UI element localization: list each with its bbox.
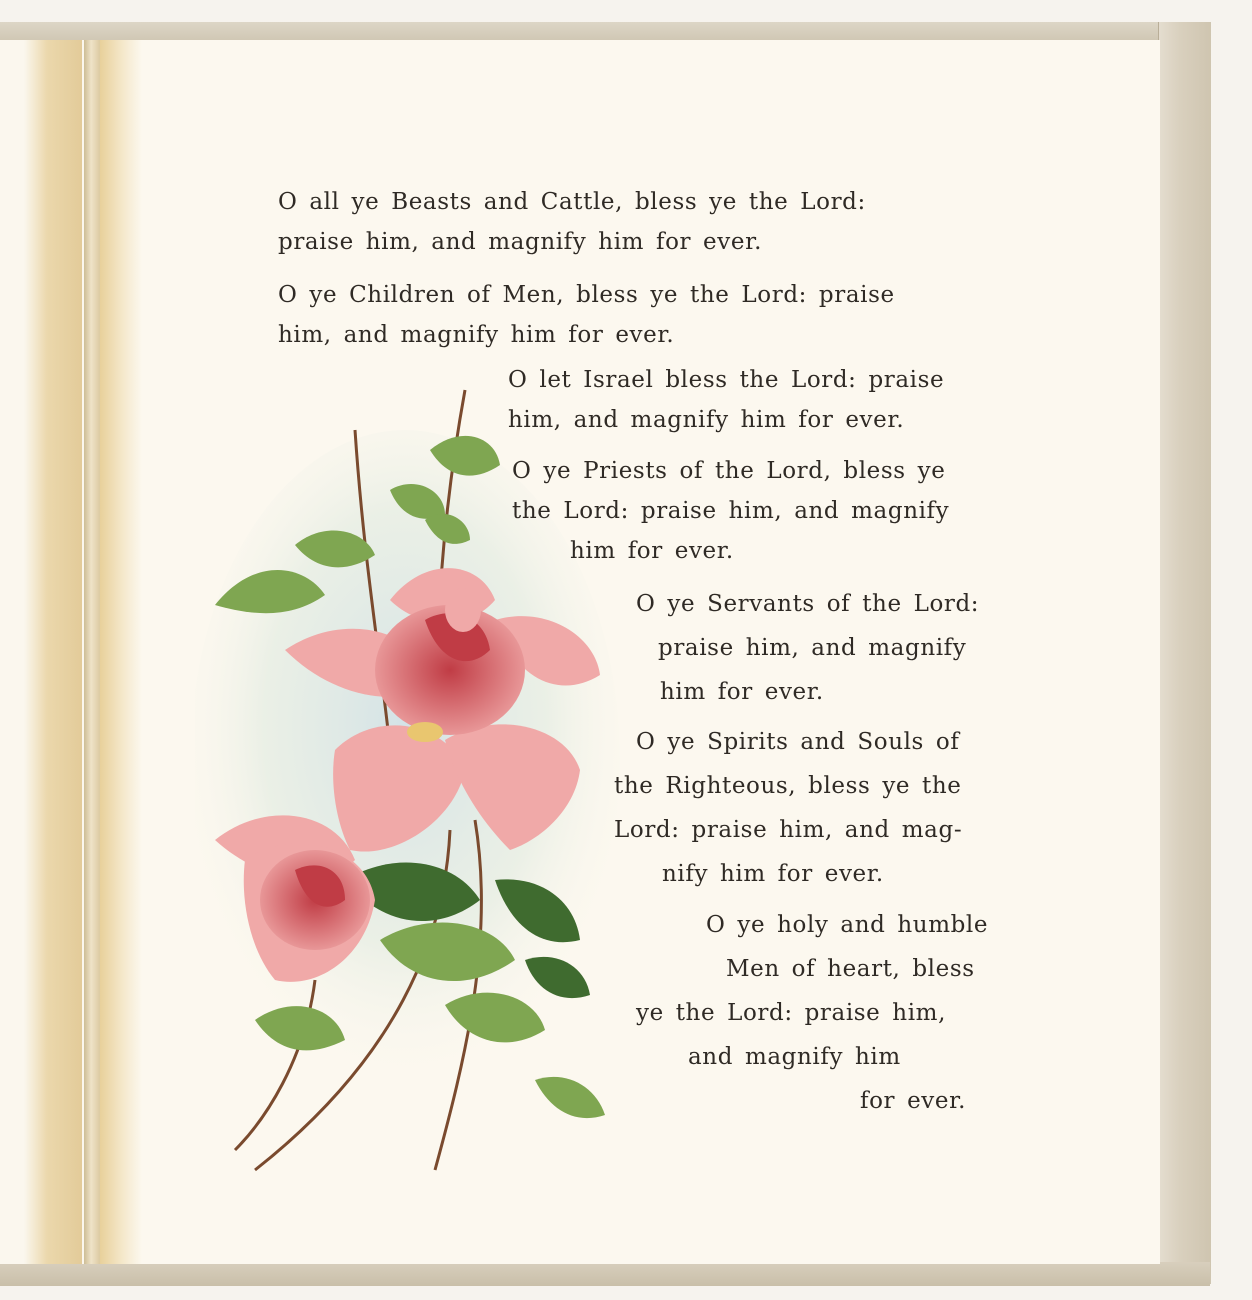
verse-line: O ye Servants of the Lord: (636, 591, 980, 617)
verse-line: Men of heart, bless (726, 956, 975, 982)
verse-line: nify him for ever. (662, 861, 884, 887)
verse-beasts-and-cattle (278, 182, 866, 262)
verse-israel (508, 360, 944, 440)
verse-line: Lord: praise him, and mag- (614, 817, 963, 843)
leaf-11 (535, 1077, 605, 1118)
verse-children-of-men (278, 275, 895, 355)
verse-line: praise him, and magnify (658, 635, 967, 661)
left-page-stain (24, 40, 82, 1264)
verse-line: ye the Lord: praise him, (636, 1000, 946, 1026)
verse-line: him for ever. (570, 538, 734, 564)
verse-line: him, and magnify him for ever. (508, 407, 905, 433)
book-cover-bottom-edge (0, 1262, 1210, 1286)
verse-line: him, and magnify him for ever. (278, 322, 675, 348)
verse-line: him for ever. (660, 679, 824, 705)
verse-servants (636, 582, 979, 714)
verse-line: the Righteous, bless ye the (614, 773, 962, 799)
verse-spirits-and-souls (614, 720, 962, 896)
verse-line: praise him, and magnify him for ever. (278, 229, 763, 255)
book-cover-top-edge (0, 22, 1210, 42)
verse-priests (512, 451, 949, 571)
verse-holy-and-humble (636, 903, 988, 1123)
verse-line: and magnify him (688, 1044, 901, 1070)
verse-line: O all ye Beasts and Cattle, bless ye the Lord: (278, 189, 866, 215)
book-cover-right-edge (1158, 22, 1211, 1284)
verse-line: O ye Priests of the Lord, bless ye (512, 458, 946, 484)
verse-line: the Lord: praise him, and magnify (512, 498, 950, 524)
book-gutter (84, 40, 100, 1264)
verse-line: O ye holy and humble (706, 912, 989, 938)
verse-line: O let Israel bless the Lord: praise (508, 367, 945, 393)
gutter-stain (100, 40, 142, 1264)
verse-line: O ye Children of Men, bless ye the Lord: praise (278, 282, 895, 308)
verse-line: O ye Spirits and Souls of (636, 729, 960, 755)
verse-line: for ever. (860, 1088, 967, 1114)
